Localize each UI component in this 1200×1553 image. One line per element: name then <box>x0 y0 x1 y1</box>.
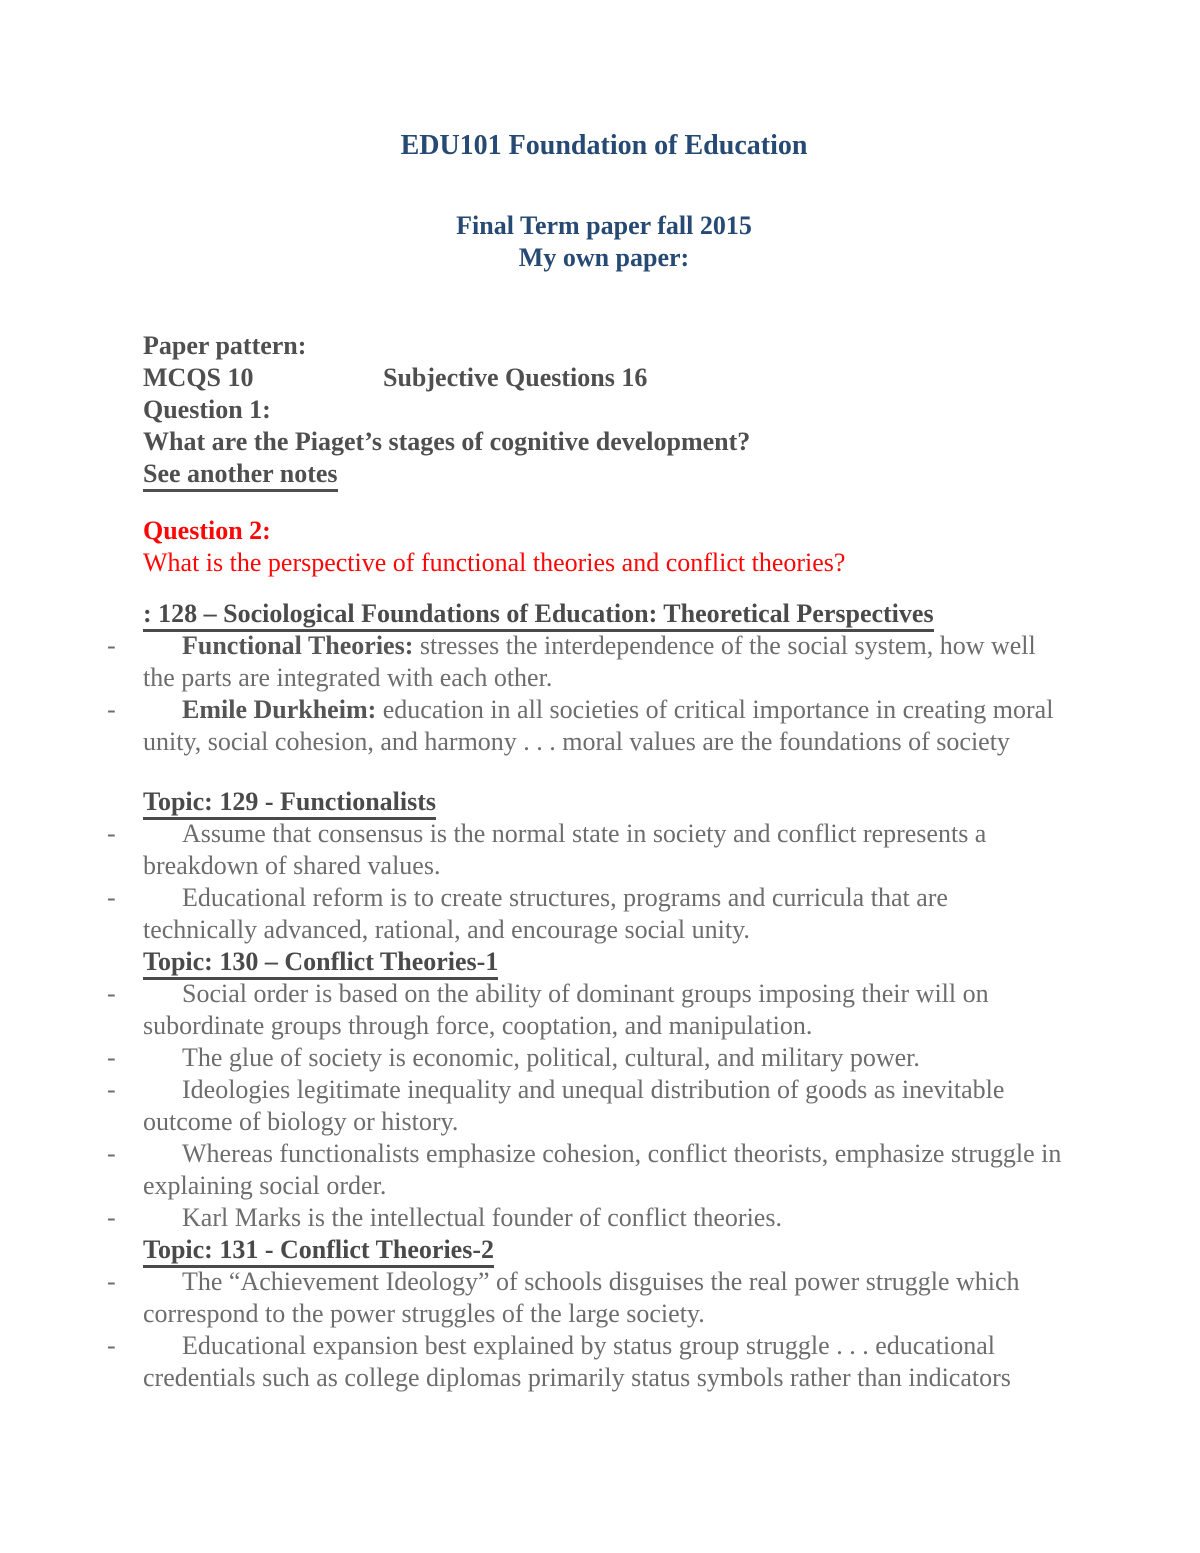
section-129-heading-line <box>143 786 1065 818</box>
question1-label: Question 1: <box>143 395 271 424</box>
bullet-text: education in all societies of critical importance in creating moral unity, social cohesion, and harmony . . . moral values are the foundations of society <box>143 695 1054 756</box>
document-subtitle <box>143 210 1065 274</box>
paper-pattern-block <box>143 330 1065 490</box>
section-topic-131 <box>107 1234 1065 1394</box>
bullet-item <box>107 1042 1065 1074</box>
section-topic-130 <box>107 946 1065 1234</box>
see-another-notes: See another notes <box>143 459 338 492</box>
bullet-item <box>107 818 1065 882</box>
bullet-dash: - <box>107 1043 116 1072</box>
document-title: EDU101 Foundation of Education <box>400 130 808 161</box>
bullet-dash: - <box>107 819 116 848</box>
bullet-lead: Emile Durkheim: <box>182 695 377 724</box>
section-128-heading-line <box>143 598 1065 630</box>
section-129-heading: Topic: 129 - Functionalists <box>143 787 436 820</box>
mcqs-count: MCQS 10 <box>143 363 254 392</box>
see-another-notes-line <box>143 458 1065 490</box>
bullet-item <box>107 1138 1065 1202</box>
section-128-bullets <box>107 630 1065 758</box>
bullet-dash: - <box>107 631 116 660</box>
bullet-item <box>107 978 1065 1042</box>
bullet-item <box>107 694 1065 758</box>
section-130-heading: Topic: 130 – Conflict Theories-1 <box>143 947 498 980</box>
bullet-item <box>107 1330 1065 1394</box>
bullet-dash: - <box>107 1203 116 1232</box>
bullet-text: stresses the interdependence of the social system, how well the parts are integrated with each other. <box>143 631 1036 692</box>
bullet-item <box>107 882 1065 946</box>
question1-text: What are the Piaget’s stages of cognitive development? <box>143 427 751 456</box>
bullet-dash: - <box>107 1075 116 1104</box>
section-129-bullets <box>107 818 1065 946</box>
paper-pattern-counts <box>143 362 1065 394</box>
bullet-item <box>107 1074 1065 1138</box>
bullet-text: Social order is based on the ability of dominant groups imposing their will on subordinate groups through force, cooptation, and manipulation. <box>143 979 989 1040</box>
section-130-heading-line <box>143 946 1065 978</box>
section-131-heading-line <box>143 1234 1065 1266</box>
bullet-text: Whereas functionalists emphasize cohesion, conflict theorists, emphasize struggle in explaining social order. <box>143 1139 1062 1200</box>
subtitle-line-1: Final Term paper fall 2015 <box>456 211 752 240</box>
question2-block <box>143 515 1065 579</box>
bullet-text: Educational expansion best explained by status group struggle . . . educational credentials such as college diplomas primarily status symbols rather than indicators <box>143 1331 1011 1392</box>
bullet-text: Ideologies legitimate inequality and unequal distribution of goods as inevitable outcome of biology or history. <box>143 1075 1005 1136</box>
bullet-item <box>107 1266 1065 1330</box>
bullet-dash: - <box>107 1331 116 1360</box>
subjective-count: Subjective Questions 16 <box>383 363 648 392</box>
bullet-dash: - <box>107 695 116 724</box>
bullet-dash: - <box>107 1267 116 1296</box>
bullet-text: The glue of society is economic, political, cultural, and military power. <box>182 1043 920 1072</box>
bullet-dash: - <box>107 1139 116 1168</box>
bullet-item <box>107 1202 1065 1234</box>
bullet-text: The “Achievement Ideology” of schools disguises the real power struggle which correspond to the power struggles of the large society. <box>143 1267 1020 1328</box>
subtitle-line-2: My own paper: <box>518 243 690 272</box>
question2-text: What is the perspective of functional theories and conflict theories? <box>143 548 846 577</box>
bullet-text: Assume that consensus is the normal state in society and conflict represents a breakdown of shared values. <box>143 819 987 880</box>
question2-label: Question 2: <box>143 516 271 545</box>
section-131-bullets <box>107 1266 1065 1394</box>
bullet-text: Karl Marks is the intellectual founder of conflict theories. <box>182 1203 782 1232</box>
section-131-heading: Topic: 131 - Conflict Theories-2 <box>143 1235 494 1268</box>
section-128 <box>107 598 1065 758</box>
bullet-text: Educational reform is to create structures, programs and curricula that are technically advanced, rational, and encourage social unity. <box>143 883 948 944</box>
bullet-lead: Functional Theories: <box>182 631 414 660</box>
section-topic-129 <box>107 786 1065 946</box>
section-130-bullets <box>107 978 1065 1234</box>
bullet-dash: - <box>107 979 116 1008</box>
section-128-heading: : 128 – Sociological Foundations of Education: Theoretical Perspectives <box>143 599 934 632</box>
bullet-item <box>107 630 1065 694</box>
paper-pattern-label: Paper pattern: <box>143 331 307 360</box>
bullet-dash: - <box>107 883 116 912</box>
